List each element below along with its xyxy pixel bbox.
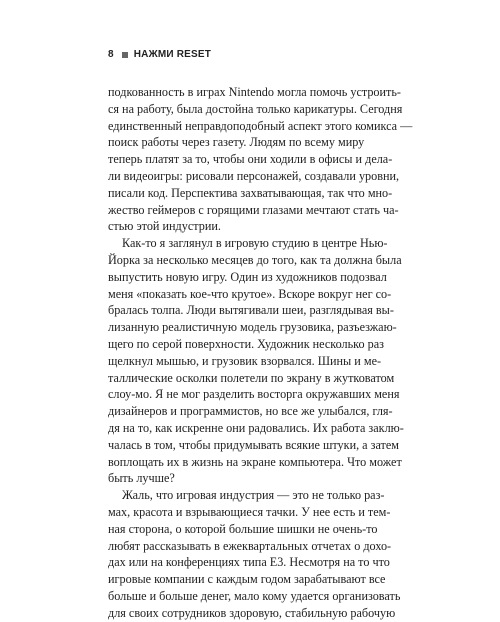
text-line: ная сторона, о которой большие шишки не очень-то [108, 521, 378, 536]
text-line: щего по серой поверхности. Художник несколько раз [108, 336, 384, 351]
text-line: быть лучше? [108, 471, 175, 486]
text-line: меня «показать кое-что крутое». Вскоре вокруг нег со- [108, 286, 392, 301]
text-line: дах или на конференциях типа E3. Несмотря на то что [108, 555, 390, 570]
text-line: Жаль, что игровая индустрия — это не только раз- [122, 488, 385, 503]
text-line: стью этой индустрии. [108, 219, 221, 234]
text-line: ся на работу, была достойна только карикатуры. Сегодня [108, 101, 403, 116]
text-line: дизайнеров и программистов, но все же улыбался, гля- [108, 404, 393, 419]
text-line: единственный неправдоподобный аспект этого комикса — [108, 118, 413, 133]
text-line: Йорка за несколько месяцев до того, как та должна была [108, 252, 402, 267]
paragraph-2 [108, 235, 404, 487]
book-title: НАЖМИ RESET [133, 49, 212, 60]
text-line: Как-то я заглянул в игровую студию в центре Нью- [122, 236, 388, 251]
text-line: дя на то, как искренне они радовались. Их работа заклю- [108, 420, 404, 435]
text-line: жество геймеров с горящими глазами мечтают стать ча- [108, 202, 399, 217]
text-line: ли видеоигры: рисовали персонажей, создавали уровни, [108, 168, 400, 183]
text-line: подкованность в играх Nintendo могла помочь устроить- [108, 85, 401, 99]
text-line: больше и больше денег, мало кому удается организовать [108, 588, 401, 603]
text-line: для своих сотрудников здоровую, стабильную рабочую [108, 605, 396, 620]
square-separator-icon [122, 52, 128, 58]
paragraph-3 [108, 487, 401, 621]
text-line: выпустить новую игру. Один из художников подозвал [108, 269, 387, 284]
text-line: слоу-мо. Я не мог разделить восторга окружавших меня [108, 387, 400, 402]
text-line: теперь платят за то, чтобы они ходили в офисы и дела- [108, 152, 393, 167]
running-head [108, 49, 211, 60]
text-line: мах, красота и взрывающиеся тачки. У нее есть и тем- [108, 504, 391, 519]
page-number: 8 [108, 49, 114, 60]
body-text [108, 84, 413, 622]
text-line: щелкнул мышью, и грузовик взорвался. Шины и ме- [108, 353, 382, 368]
text-line: таллические осколки полетели по экрану в жутковатом [108, 370, 395, 385]
text-line: лизанную реалистичную модель грузовика, разъезжаю- [108, 320, 397, 335]
text-line: бралась толпа. Люди вытягивали шеи, разглядывая вы- [108, 303, 394, 318]
paragraph-1 [108, 84, 413, 235]
text-line: воплощать их в жизнь на экране компьютера. Что может [108, 454, 402, 469]
text-line: любят рассказывать в ежеквартальных отчетах о дохо- [108, 538, 392, 553]
text-line: игровые компании с каждым годом зарабатывают все [108, 572, 386, 587]
text-line: писали код. Перспектива захватывающая, так что мно- [108, 185, 393, 200]
text-line: поиск работы через газету. Людям по всему миру [108, 135, 365, 150]
text-line: чалась в том, чтобы придумывать всякие штуки, а затем [108, 437, 399, 452]
